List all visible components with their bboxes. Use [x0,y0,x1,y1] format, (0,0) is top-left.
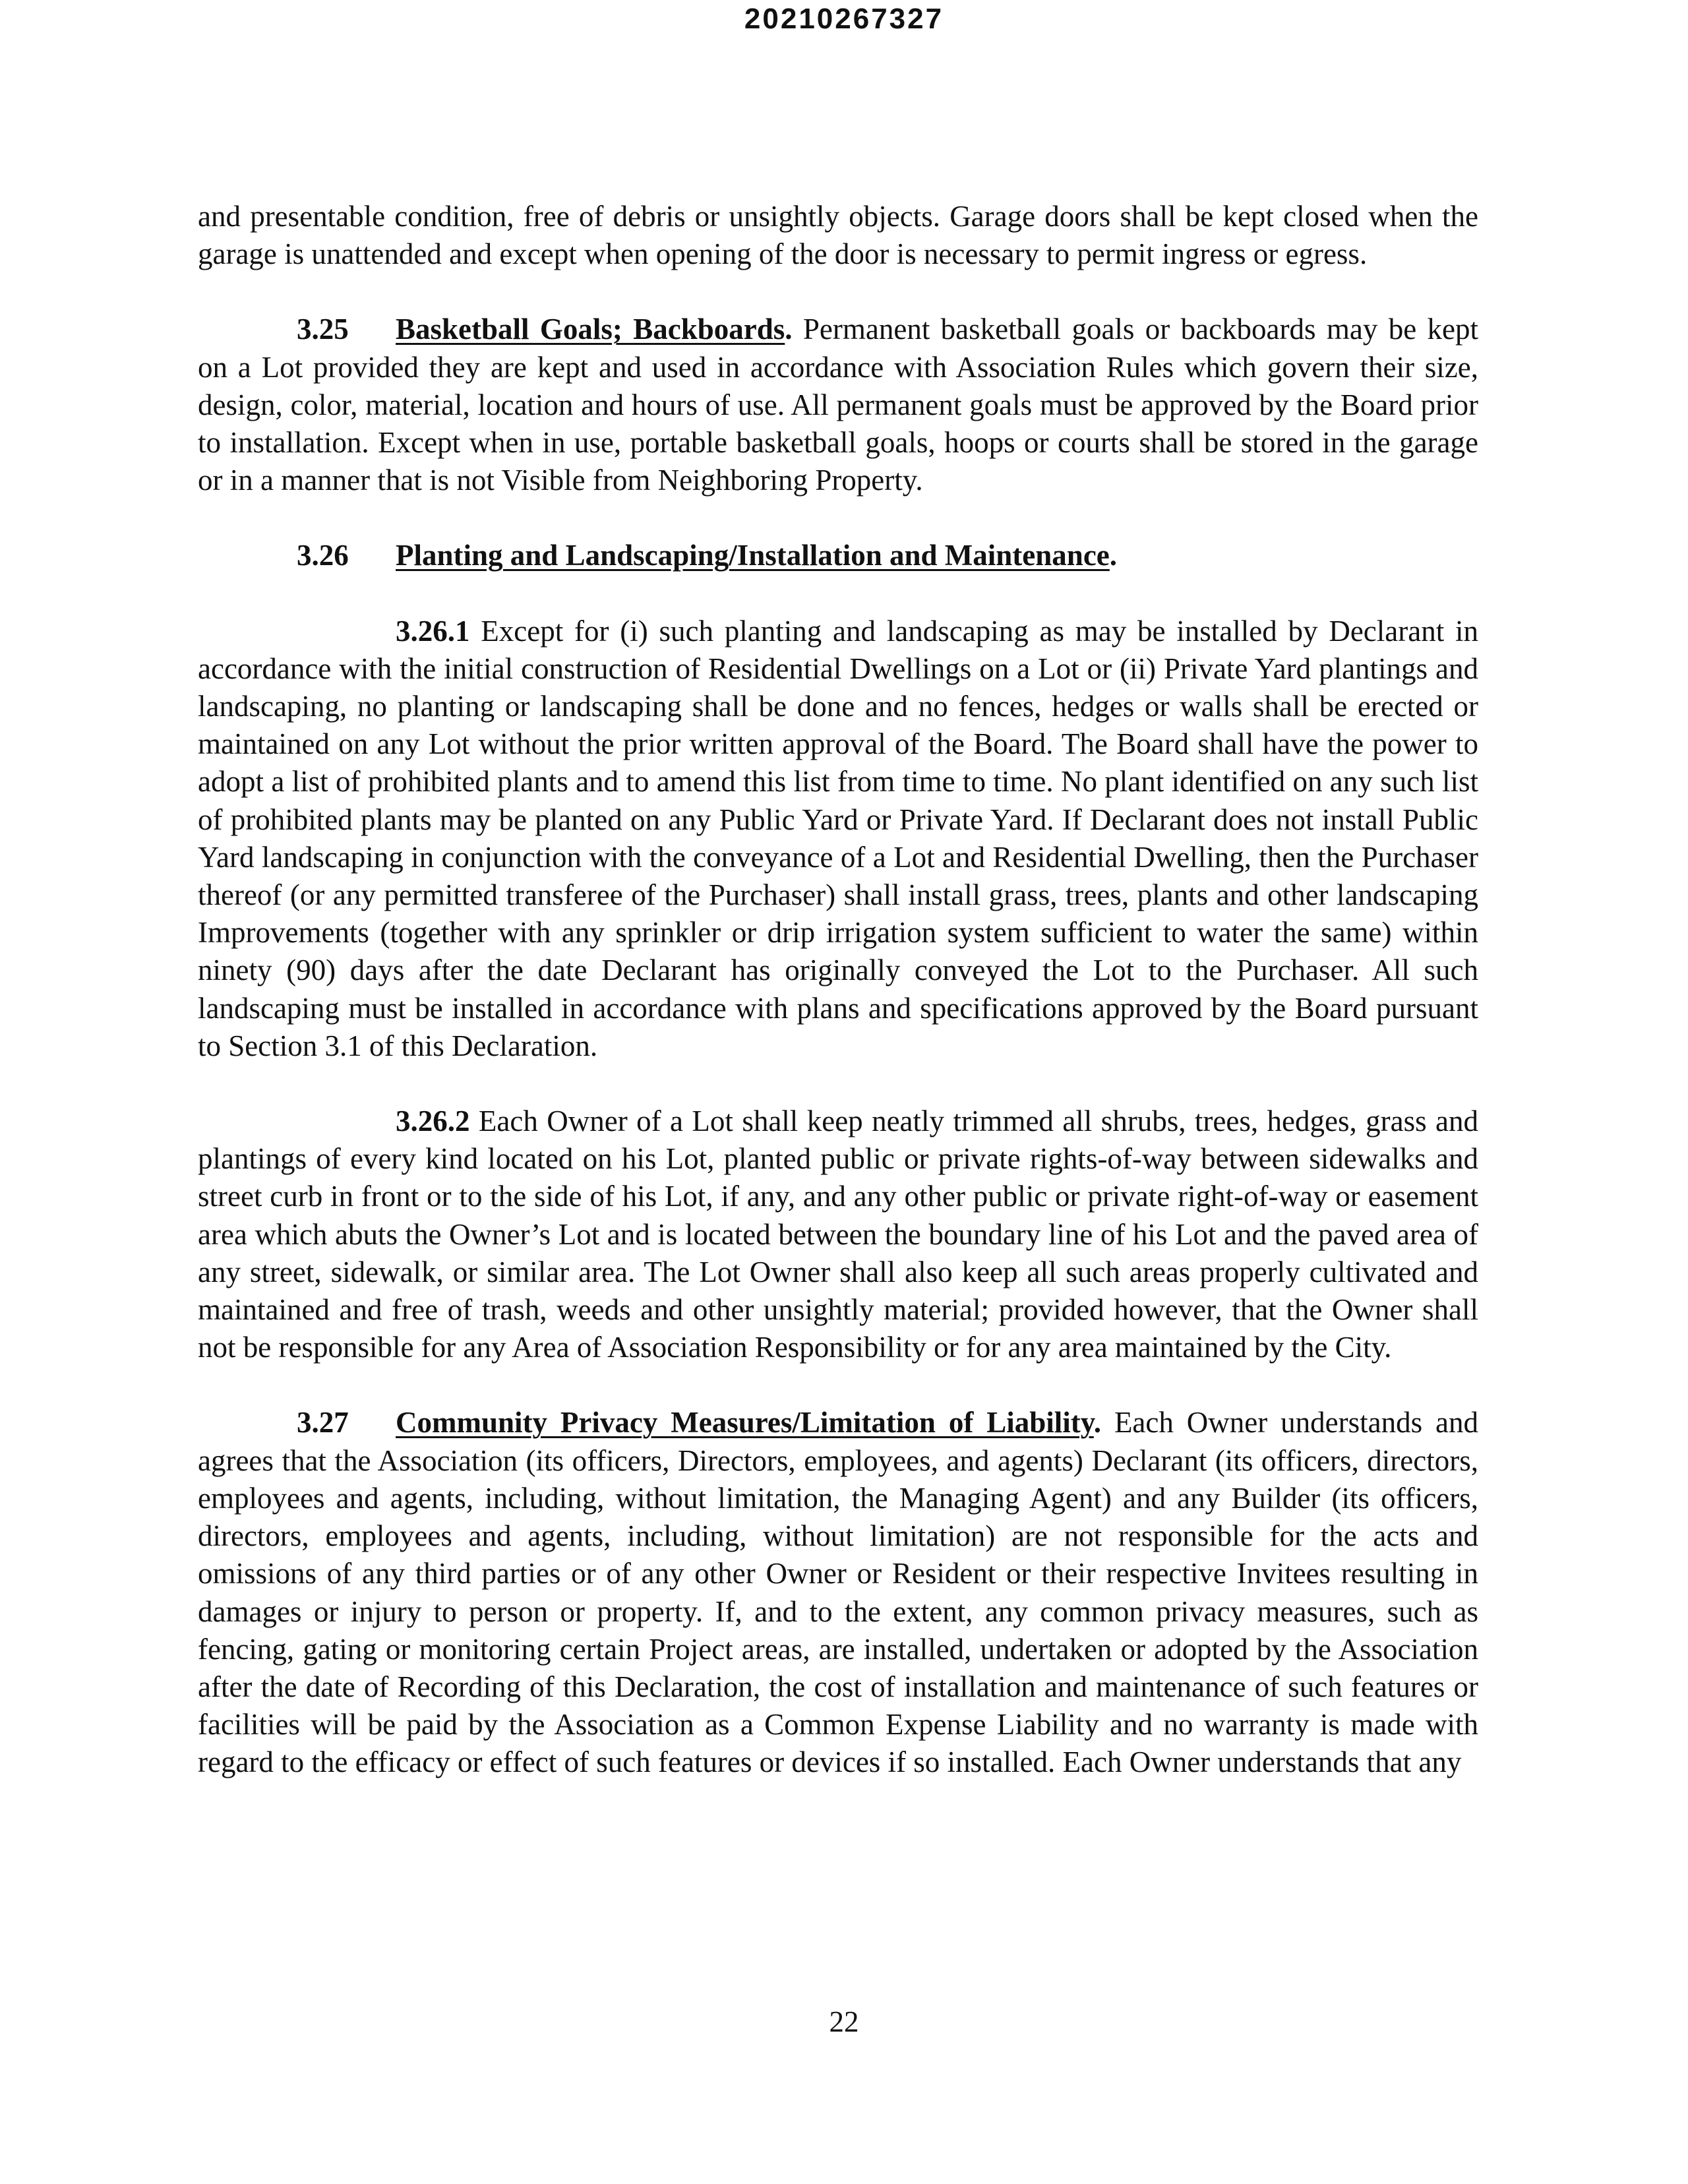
document-number: 20210267327 [744,3,944,35]
subsection-text: Each Owner of a Lot shall keep neatly trimmed all shrubs, trees, hedges, grass and plantings of every kind located on his Lot, planted public or private rights-of-way between sidewalks and street curb in front or to the side of his Lot, if any, and any other public or private right-of-way or easement area which abuts the Owner’s Lot and is located between the boundary line of his Lot and the paved area of any street, sidewalk, or similar area. The Lot Owner shall also keep all such areas properly cultivated and maintained and free of trash, weeds and other unsightly material; provided however, that the Owner shall not be responsible for any Area of Association Responsibility or for any area maintained by the City. [198,1105,1478,1364]
section-3-26 [198,537,1478,574]
section-3-26-2 [198,1103,1478,1366]
page-number: 22 [829,2005,859,2038]
intro-paragraph: and presentable condition, free of debris or unsightly objects. Garage doors shall be kept closed when the garage is unattended and except when opening of the door is necessary to permit ingress or egress. [198,200,1478,271]
section-title-period: . [1093,1406,1102,1440]
section-3-25 [198,311,1478,499]
section-number: 3.27 [297,1406,349,1440]
subsection-number: 3.26.2 [396,1105,470,1138]
section-title: Community Privacy Measures/Limitation of Liability [396,1406,1094,1440]
section-title: Basketball Goals; Backboards [396,313,785,346]
section-title: Planting and Landscaping/Installation and Maintenance [396,539,1110,572]
section-title-period: . [1109,539,1118,572]
section-number: 3.25 [297,313,349,346]
section-title-period: . [785,313,793,346]
section-3-26-1 [198,613,1478,1065]
subsection-text: Except for (i) such planting and landscaping as may be installed by Declarant in accordance with the initial construction of Residential Dwellings on a Lot or (ii) Private Yard plantings and landscaping, no planting or landscaping shall be done and no fences, hedges or walls shall be erected or maintained on any Lot without the prior written approval of the Board. The Board shall have the power to adopt a list of prohibited plants and to amend this list from time to time. No plant identified on any such list of prohibited plants may be planted on any Public Yard or Private Yard. If Declarant does not install Public Yard landscaping in conjunction with the conveyance of a Lot and Residential Dwelling, then the Purchaser thereof (or any permitted transferee of the Purchaser) shall install grass, trees, plants and other landscaping Improvements (together with any sprinkler or drip irrigation system sufficient to water the same) within ninety (90) days after the date Declarant has originally conveyed the Lot to the Purchaser. All such landscaping must be installed in accordance with plans and specifications approved by the Board pursuant to Section 3.1 of this Declaration. [198,614,1478,1062]
subsection-number: 3.26.1 [396,614,470,648]
section-number: 3.26 [297,539,349,572]
section-text: Permanent basketball goals or backboards may be kept on a Lot provided they are kept and used in accordance with Association Rules which govern their size, design, color, material, location and hours of use. All permanent goals must be approved by the Board prior to installation. Except when in use, portable basketball goals, hoops or courts shall be stored in the garage or in a manner that is not Visible from Neighboring Property. [198,313,1478,497]
section-3-27 [198,1404,1478,1781]
document-body [198,198,1478,1819]
section-text: Each Owner understands and agrees that the Association (its officers, Directors, employees, and agents) Declarant (its officers, directors, employees and agents, including, without limitation, the Managing Agent) and any Builder (its officers, directors, employees and agents, including, without limitation) are not responsible for the acts and omissions of any third parties or of any other Owner or Resident or their respective Invitees resulting in damages or injury to person or property. If, and to the extent, any common privacy measures, such as fencing, gating or monitoring certain Project areas, are installed, undertaken or adopted by the Association after the date of Recording of this Declaration, the cost of installation and maintenance of such features or facilities will be paid by the Association as a Common Expense Liability and no warranty is made with regard to the efficacy or effect of such features or devices if so installed. Each Owner understands that any [198,1406,1478,1779]
